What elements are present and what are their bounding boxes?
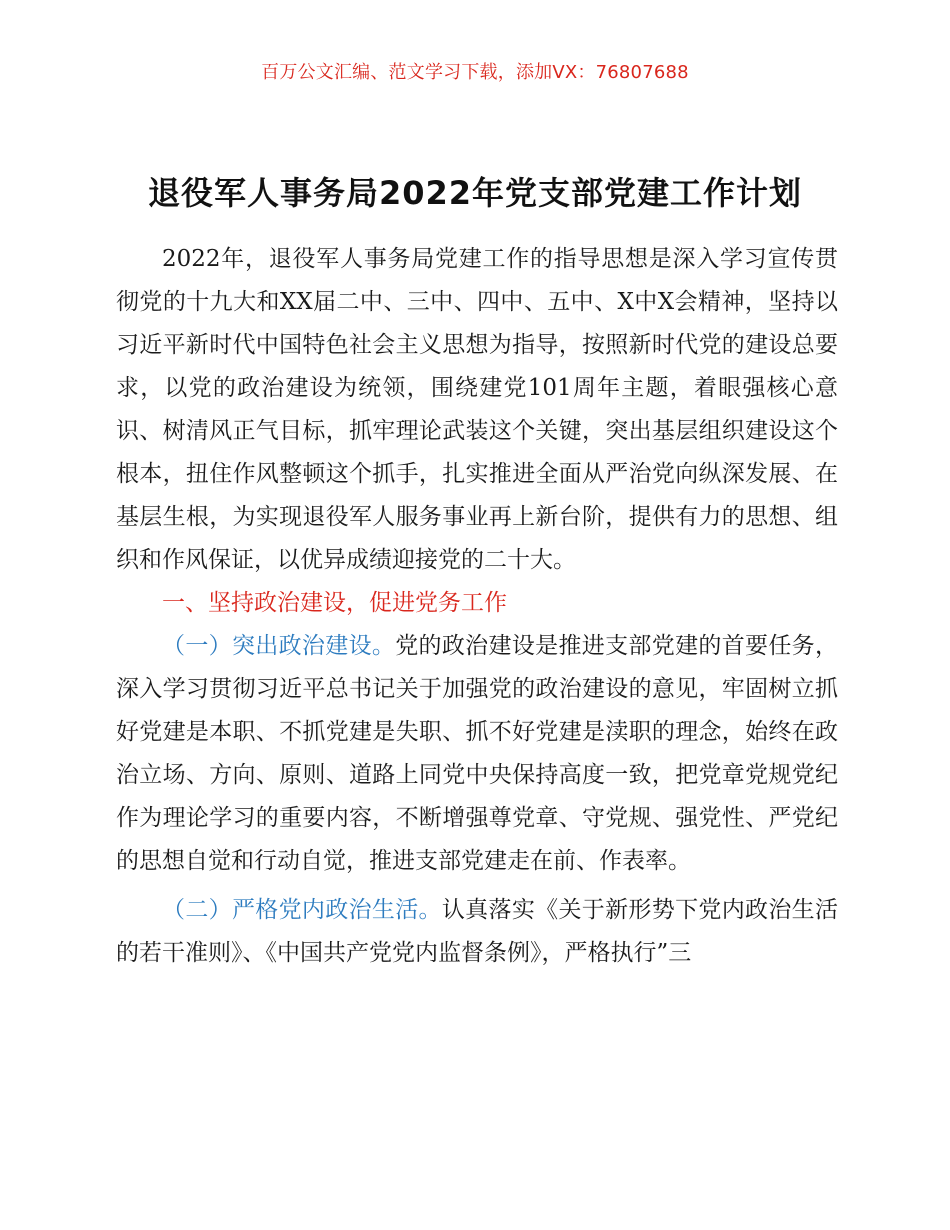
subsection-body-2: 认真落实《关于新形势下党内政治生活的若干准则》、《中国共产党党内监督条例》，严格执行”三 (116, 897, 839, 966)
document-title: 退役军人事务局2022年党支部党建工作计划 (147, 174, 803, 212)
header-banner: 百万公文汇编、范文学习下载，添加VX：76807688 (261, 62, 689, 83)
subsection-body-1: 党的政治建设是推进支部党建的首要任务，深入学习贯彻习近平总书记关于加强党的政治建设的意见，牢固树立抓好党建是本职、不抓党建是失职、抓不好党建是渎职的理念，始终在政治立场、方向、原则、道路上同党中央保持高度一致，把党章党规党纪作为理论学习的重要内容，不断增强尊党章、守党规、强党性、严党纪的思想自觉和行动自觉，推进支部党建走在前、作表率。 (116, 633, 839, 874)
document-body (116, 238, 838, 975)
subsection-paragraph-2 (116, 889, 838, 975)
subsection-paragraph-1 (116, 625, 838, 883)
section-heading-1: 一、坚持政治建设，促进党务工作 (162, 590, 507, 616)
intro-paragraph: 2022年，退役军人事务局党建工作的指导思想是深入学习宣传贯彻党的十九大和XX届二中、三中、四中、五中、X中X会精神，坚持以习近平新时代中国特色社会主义思想为指导，按照新时代党的建设总要求，以党的政治建设为统领，围绕建党101周年主题，着眼强核心意识、树清风正气目标，抓牢理论武装这个关键，突出基层组织建设这个根本，扭住作风整顿这个抓手，扎实推进全面从严治党向纵深发展、在基层生根，为实现退役军人服务事业再上新台阶，提供有力的思想、组织和作风保证，以优异成绩迎接党的二十大。 (116, 246, 838, 573)
subsection-heading-2: （二）严格党内政治生活。 (162, 897, 442, 923)
subsection-heading-1: （一）突出政治建设。 (162, 633, 396, 659)
